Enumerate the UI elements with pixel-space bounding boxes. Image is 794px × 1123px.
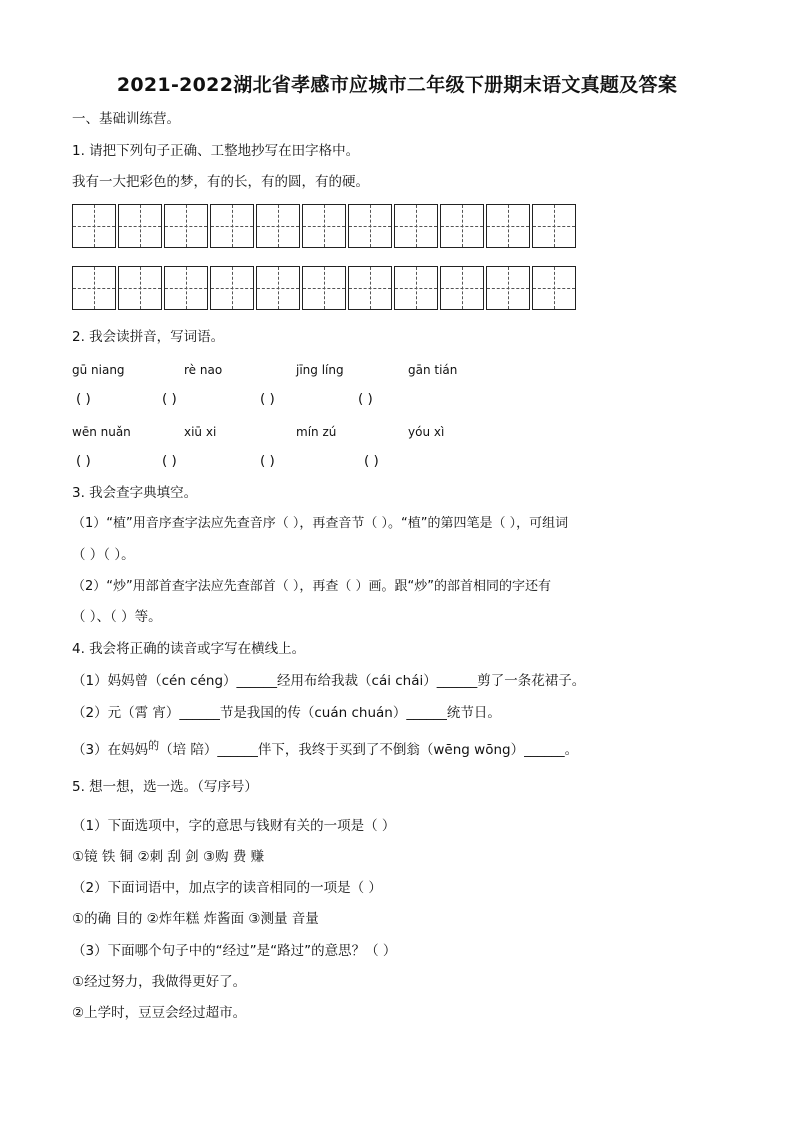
- pinyin-1: gū niang: [72, 363, 125, 377]
- tianzige-cell[interactable]: [210, 266, 254, 310]
- pinyin-6: xiū xi: [184, 425, 217, 439]
- tianzige-cell[interactable]: [118, 266, 162, 310]
- tianzige-cell[interactable]: [302, 266, 346, 310]
- question-5-part-1: （1）下面选项中，字的意思与钱财有关的一项是（ ）: [72, 818, 396, 834]
- question-5-part-3: （3）下面哪个句子中的“经过”是“路过”的意思？（ ）: [72, 943, 397, 959]
- question-4-sentence-2: （2）元（霄 宵）______节是我国的传（cuán chuán）______统节日。: [72, 705, 501, 721]
- tianzige-cell[interactable]: [164, 204, 208, 248]
- answer-blank-2[interactable]: ( ): [162, 391, 177, 407]
- sentence-3-start: （3）在妈妈: [72, 742, 149, 758]
- question-2-title: 2. 我会读拼音，写词语。: [72, 329, 225, 345]
- question-1-title: 1. 请把下列句子正确、工整地抄写在田字格中。: [72, 143, 360, 159]
- sentence-3-end: （培 陪）______伴下，我终于买到了不倒翁（wēng wōng）______。: [159, 742, 579, 758]
- tianzige-cell[interactable]: [302, 204, 346, 248]
- question-5-part-2: （2）下面词语中，加点字的读音相同的一项是（ ）: [72, 880, 382, 896]
- answer-blank-1[interactable]: ( ): [76, 391, 91, 407]
- pinyin-8: yóu xì: [408, 425, 445, 439]
- answer-blank-4[interactable]: ( ): [358, 391, 373, 407]
- tianzige-cell[interactable]: [440, 204, 484, 248]
- tianzige-cell[interactable]: [532, 266, 576, 310]
- answer-blank-6[interactable]: ( ): [162, 453, 177, 469]
- answer-blank-3[interactable]: ( ): [260, 391, 275, 407]
- tianzige-cell[interactable]: [486, 204, 530, 248]
- pinyin-4: gān tián: [408, 363, 458, 377]
- pinyin-2: rè nao: [184, 363, 223, 377]
- question-3-title: 3. 我会查字典填空。: [72, 485, 198, 501]
- question-4-sentence-3: [72, 741, 578, 760]
- answer-blank-7[interactable]: ( ): [260, 453, 275, 469]
- tianzige-row-1[interactable]: [72, 204, 578, 248]
- question-5-option-2: ②上学时，豆豆会经过超市。: [72, 1005, 247, 1021]
- tianzige-cell[interactable]: [394, 204, 438, 248]
- tianzige-cell[interactable]: [486, 266, 530, 310]
- section-heading: 一、基础训练营。: [72, 111, 180, 127]
- question-4-title: 4. 我会将正确的读音或字写在横线上。: [72, 641, 306, 657]
- question-5-title: 5. 想一想，选一选。（写序号）: [72, 779, 258, 795]
- answer-blank-5[interactable]: ( ): [76, 453, 91, 469]
- tianzige-cell[interactable]: [256, 204, 300, 248]
- question-4-sentence-1: （1）妈妈曾（cén céng）______经用布给我裁（cái chái）______剪了一条花裙子。: [72, 673, 586, 689]
- sentence-3-superscript: 的: [148, 739, 160, 752]
- tianzige-cell[interactable]: [210, 204, 254, 248]
- tianzige-cell[interactable]: [348, 266, 392, 310]
- pinyin-3: jīng líng: [296, 363, 344, 377]
- question-5-option-1: ①经过努力，我做得更好了。: [72, 974, 247, 990]
- tianzige-cell[interactable]: [256, 266, 300, 310]
- tianzige-cell[interactable]: [118, 204, 162, 248]
- question-1-sentence: 我有一大把彩色的梦，有的长，有的圆，有的硬。: [72, 174, 369, 190]
- tianzige-cell[interactable]: [532, 204, 576, 248]
- question-3-part-2-cont: （ ）、（ ）等。: [72, 609, 162, 625]
- question-3-part-1-cont: （ ）（ ）。: [72, 547, 135, 563]
- tianzige-cell[interactable]: [72, 266, 116, 310]
- question-5-part-2-options: ①的确 目的 ②炸年糕 炸酱面 ③测量 音量: [72, 911, 319, 927]
- tianzige-cell[interactable]: [440, 266, 484, 310]
- answer-blank-8[interactable]: ( ): [364, 453, 379, 469]
- tianzige-cell[interactable]: [72, 204, 116, 248]
- tianzige-row-2[interactable]: [72, 266, 578, 310]
- page-title: 2021-2022湖北省孝感市应城市二年级下册期末语文真题及答案: [116, 74, 678, 96]
- tianzige-cell[interactable]: [348, 204, 392, 248]
- tianzige-cell[interactable]: [394, 266, 438, 310]
- question-3-part-2: （2）“炒”用部首查字法应先查部首（ ），再查（ ）画。跟“炒”的部首相同的字还有: [72, 579, 551, 594]
- pinyin-7: mín zú: [296, 425, 337, 439]
- question-3-part-1: （1）“植”用音序查字法应先查音序（ ），再查音节（ ）。“植”的第四笔是（ ），可组词: [72, 516, 569, 531]
- question-5-part-1-options: ①镜 铁 铜 ②刺 刮 剑 ③购 费 赚: [72, 849, 265, 865]
- pinyin-5: wēn nuǎn: [72, 425, 131, 439]
- tianzige-cell[interactable]: [164, 266, 208, 310]
